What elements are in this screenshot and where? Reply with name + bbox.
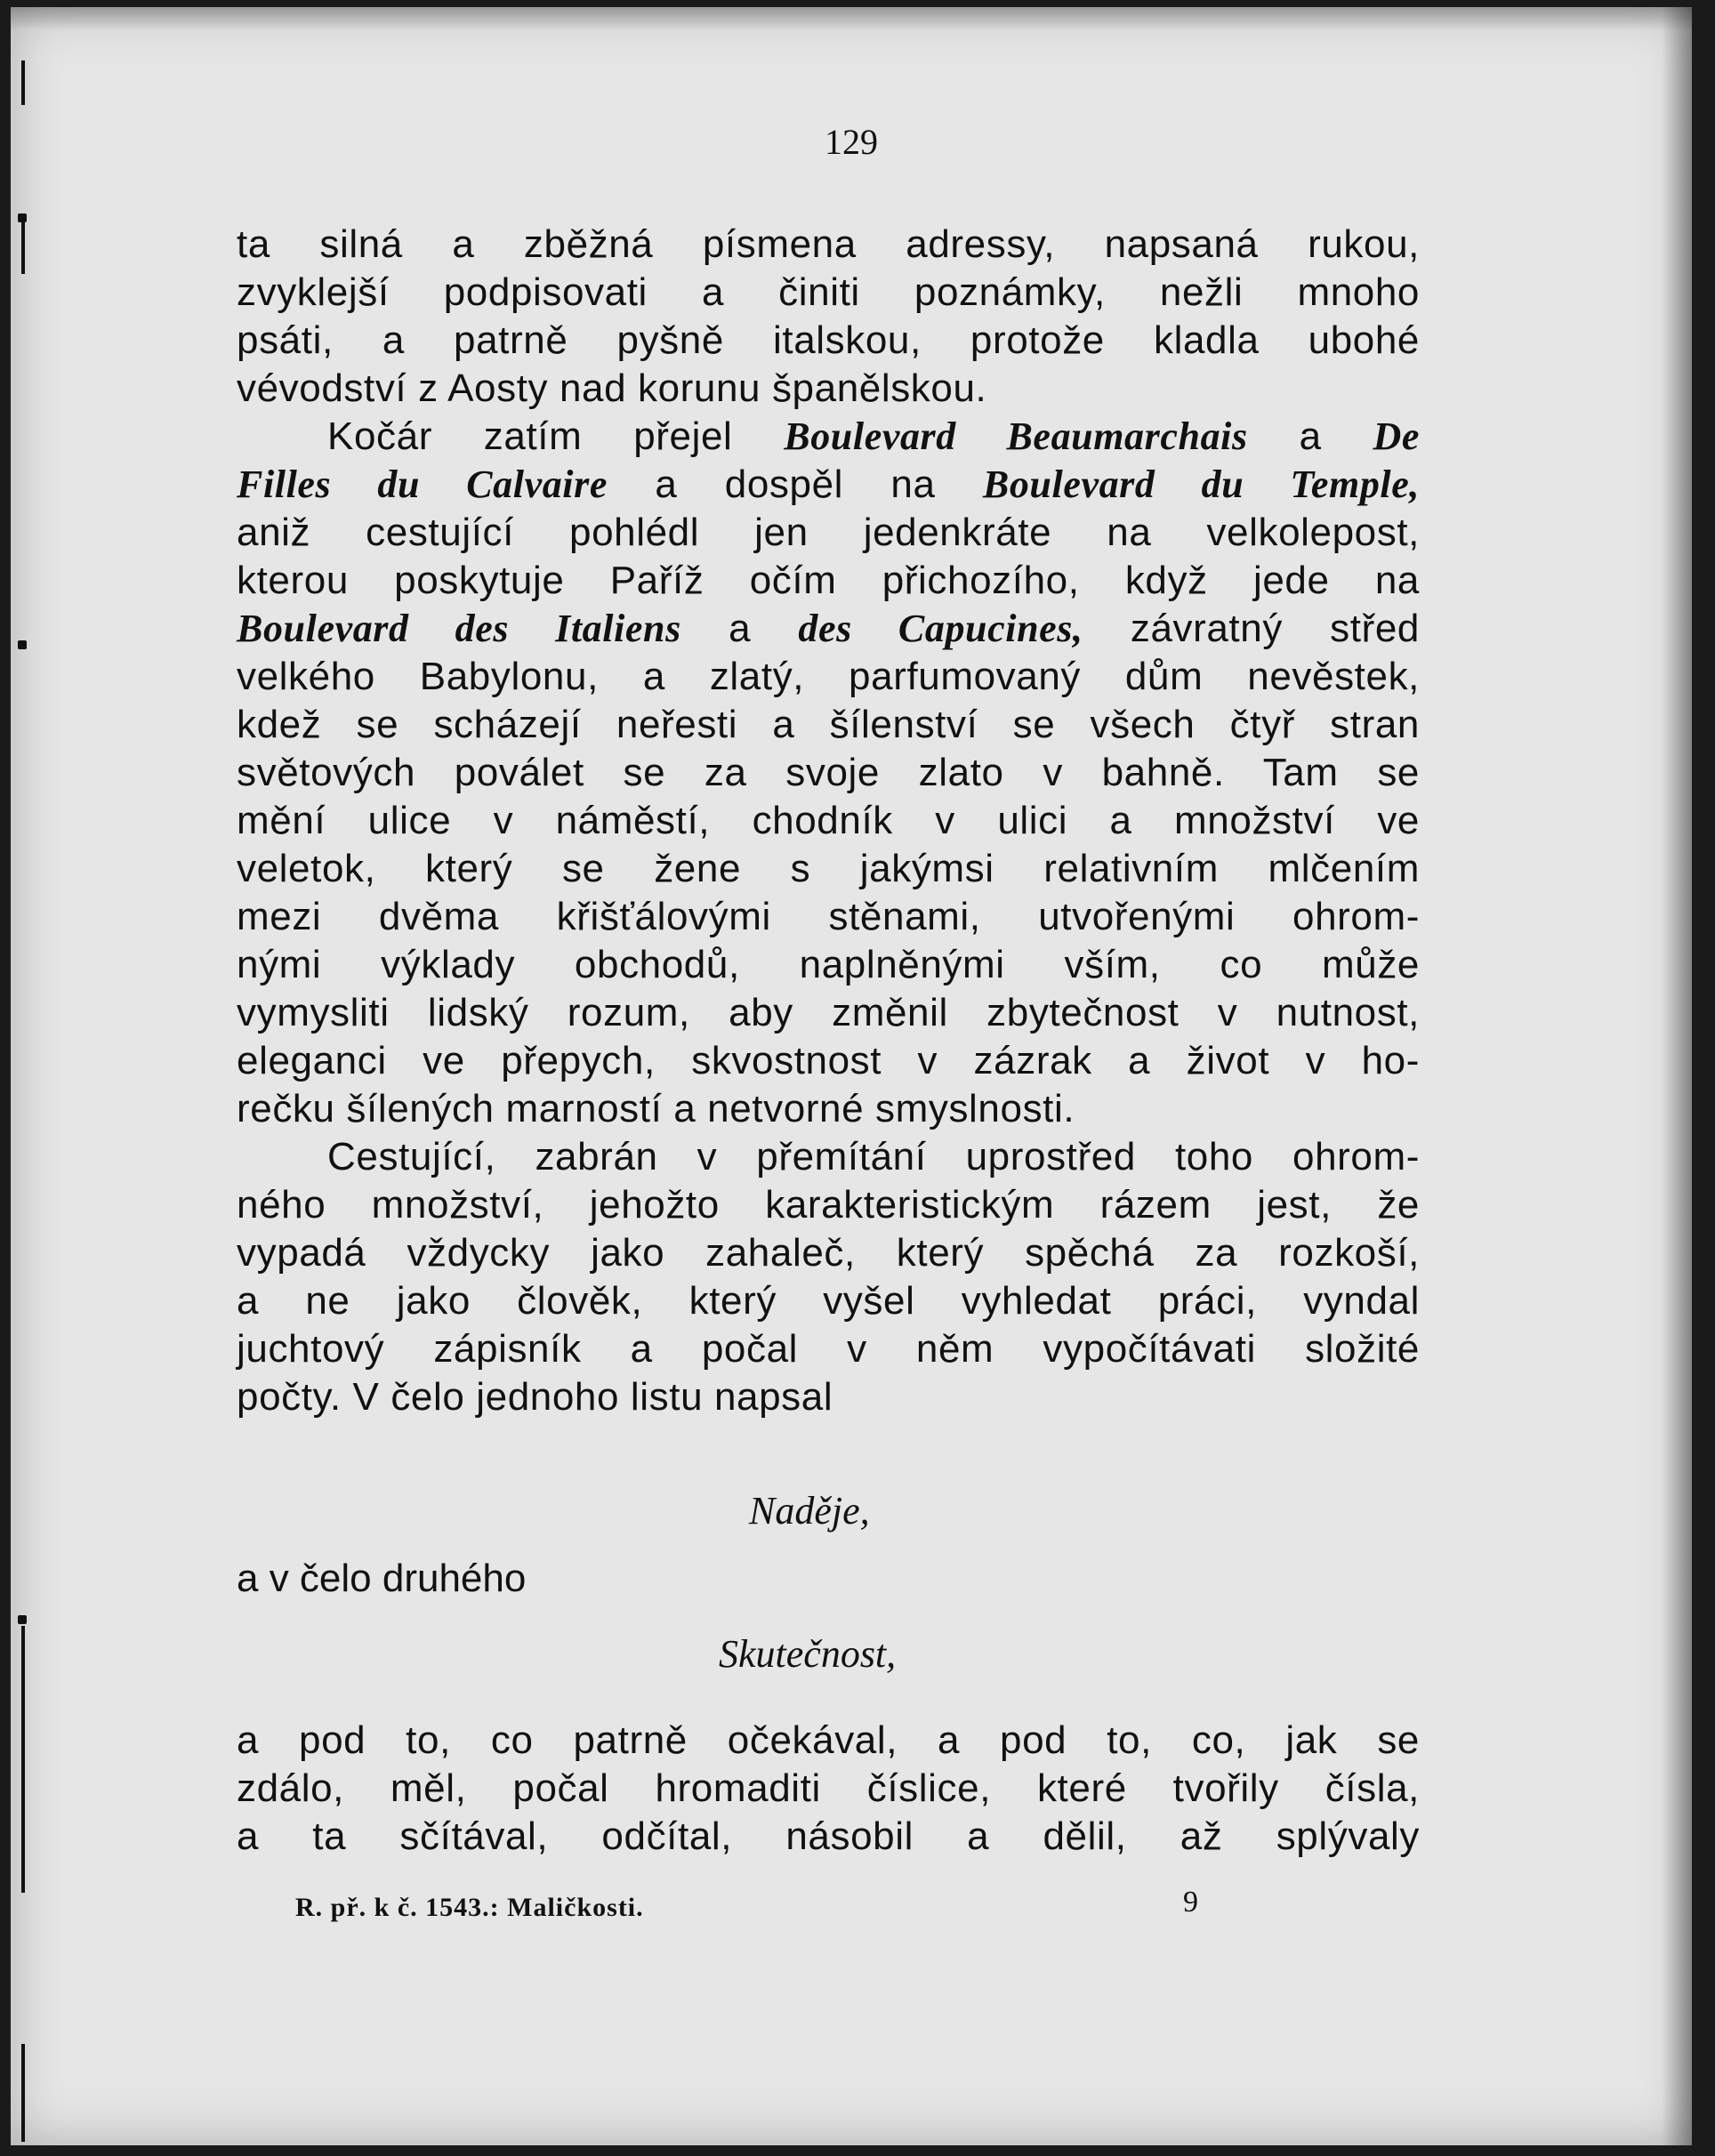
text-line: a pod to, co patrně očekával, a pod to, co, jak se xyxy=(237,1718,1420,1762)
text-line: rečku šílených marností a netvorné smyslnosti. xyxy=(237,1087,1075,1130)
text-line: a ne jako člověk, který vyšel vyhledat práci, vyndal xyxy=(237,1279,1420,1323)
text-line: kterou poskytuje Paříž očím přichozího, když jede na xyxy=(237,559,1420,602)
text-line: vévodství z Aosty nad korunu španělskou. xyxy=(237,366,987,410)
signature-mark: 9 xyxy=(1183,1886,1198,1919)
text-run: Kočár zatím přejel xyxy=(327,414,785,458)
text-line: Cestující, zabrán v přemítání uprostřed toho ohrom- xyxy=(327,1135,1420,1179)
binding-dot xyxy=(18,640,27,649)
italic-street-name: Boulevard du Temple, xyxy=(982,463,1420,506)
text-line xyxy=(237,413,1420,461)
book-page xyxy=(11,7,1692,2145)
footer-imprint: R. př. k č. 1543.: Maličkosti. xyxy=(295,1893,644,1922)
italic-street-name: Boulevard Beaumarchais xyxy=(784,414,1248,458)
text-run: a xyxy=(1247,414,1373,458)
text-line: zdálo, měl, počal hromaditi číslice, které tvořily čísla, xyxy=(237,1766,1420,1810)
line-second: a v čelo druhého xyxy=(237,1557,527,1600)
binding-mark xyxy=(21,60,25,105)
text-line: veletok, který se žene s jakýmsi relativním mlčením xyxy=(237,847,1420,890)
text-line: počty. V čelo jednoho listu napsal xyxy=(237,1375,833,1419)
page-right-shadow xyxy=(1662,7,1692,2145)
word-hope: Naděje, xyxy=(749,1489,870,1533)
binding-mark xyxy=(21,221,25,274)
text-line: ného množství, jehožto karakteristickým rázem jest, že xyxy=(237,1183,1420,1227)
word-reality: Skutečnost, xyxy=(719,1632,897,1676)
italic-street-name: Filles du Calvaire xyxy=(237,463,608,506)
text-line: ta silná a zběžná písmena adressy, napsaná rukou, xyxy=(237,222,1420,266)
text-line: mění ulice v náměstí, chodník v ulici a množství ve xyxy=(237,799,1420,842)
text-line: zvyklejší podpisovati a činiti poznámky, nežli mnoho xyxy=(237,270,1420,314)
page-number: 129 xyxy=(825,122,878,162)
text-line: eleganci ve přepych, skvostnost v zázrak a život v ho- xyxy=(237,1039,1420,1082)
text-run: závratný střed xyxy=(1083,607,1420,650)
text-run: a xyxy=(680,607,799,650)
text-line: velkého Babylonu, a zlatý, parfumovaný dům nevěstek, xyxy=(237,655,1420,698)
italic-street-name: Boulevard des Italiens xyxy=(237,607,681,650)
text-run: a dospěl na xyxy=(607,463,983,506)
body-text xyxy=(237,221,1420,1421)
text-line: světových poválet se za svoje zlato v bahně. Tam se xyxy=(237,751,1420,794)
text-line: mezi dvěma křišťálovými stěnami, utvořenými ohrom- xyxy=(237,895,1420,938)
binding-mark xyxy=(21,2044,25,2142)
closing-text xyxy=(237,1717,1420,1861)
text-line: kdež se scházejí neřesti a šílenství se všech čtyř stran xyxy=(237,703,1420,746)
text-line: a ta sčítával, odčítal, násobil a dělil, až splývaly xyxy=(237,1814,1420,1858)
text-line: juchtový zápisník a počal v něm vypočítávati složité xyxy=(237,1327,1420,1371)
text-line: nými výklady obchodů, naplněnými vším, co může xyxy=(237,943,1420,986)
italic-street-name: De xyxy=(1373,414,1420,458)
text-line: aniž cestující pohlédl jen jedenkráte na velkolepost, xyxy=(237,511,1420,554)
binding-mark xyxy=(21,1626,25,1893)
text-line xyxy=(237,461,1420,509)
text-line: vymysliti lidský rozum, aby změnil zbytečnost v nutnost, xyxy=(237,991,1420,1034)
text-line: psáti, a patrně pyšně italskou, protože kladla ubohé xyxy=(237,318,1420,362)
text-line: vypadá vždycky jako zahaleč, který spěchá za rozkoší, xyxy=(237,1231,1420,1275)
binding-dot xyxy=(18,1615,27,1624)
text-line xyxy=(237,605,1420,653)
page-top-shadow xyxy=(11,7,1692,30)
italic-street-name: des Capucines, xyxy=(798,607,1083,650)
